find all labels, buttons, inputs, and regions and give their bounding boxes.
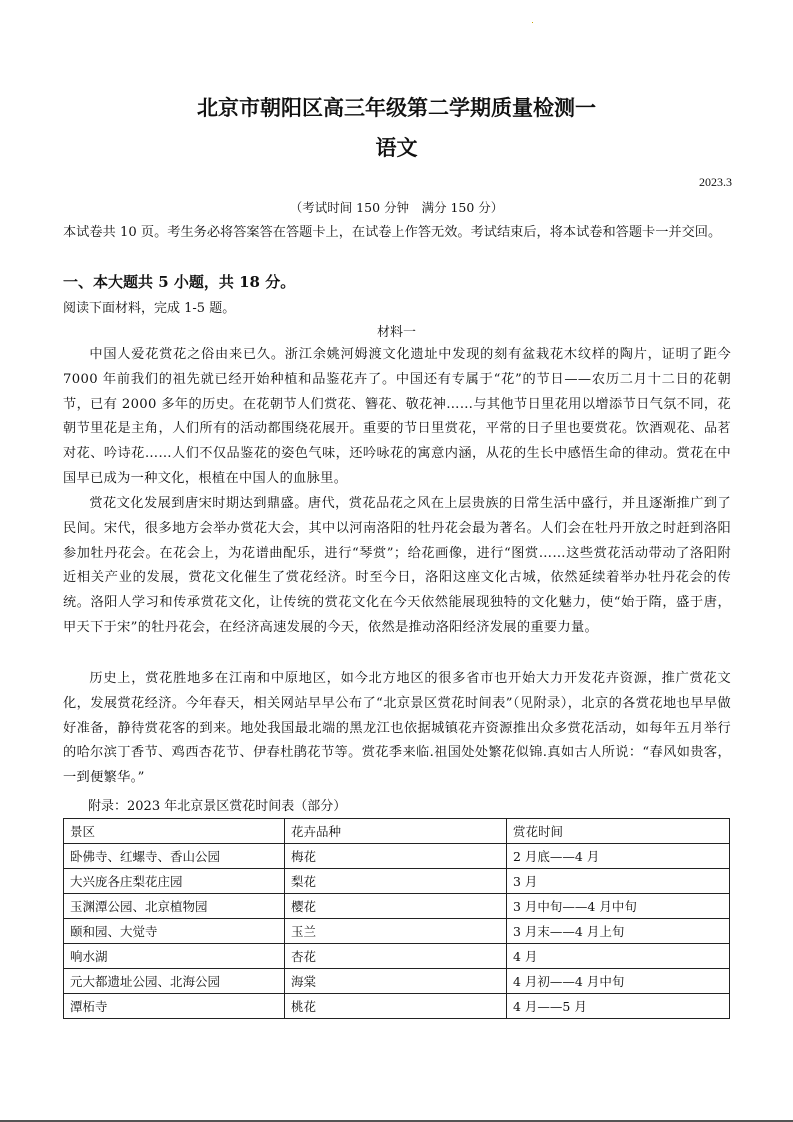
cell-viewing-time: 3 月末——4 月上旬 (507, 919, 730, 944)
exam-time-info: （考试时间 150 分钟 满分 150 分） (289, 200, 504, 215)
header-cell-flower-variety: 花卉品种 (285, 819, 507, 844)
cell-viewing-time: 4 月——5 月 (507, 994, 730, 1019)
cell-flower-variety: 梨花 (285, 869, 507, 894)
exam-subject: 语文 (375, 135, 418, 160)
cell-flower-variety: 樱花 (285, 894, 507, 919)
paragraph: 赏花文化发展到唐宋时期达到鼎盛。唐代，赏花品花之风在上层贵族的日常生活中盛行，并且逐渐推广到了民间。宋代，很多地方会举办赏花大会，其中以河南洛阳的牡丹花会最为著名。人们会在牡丹开放之时赶到洛阳参加牡丹花会。在花会上，为花谱曲配乐，进行“琴赏”；给花画像，进行“图赏……这些赏花活动带动了洛阳附近相关产业的发展，赏花文化催生了赏花经济。时至今日，洛阳这座文化古城，依然延续着举办牡丹花会的传统。洛阳人学习和传承赏花文化，让传统的赏花文化在今天依然能展现独特的文化魅力，使“始于隋，盛于唐，甲天下于宋”的牡丹花会，在经济高速发展的今天，依然是推动洛阳经济发展的重要力量。 (63, 496, 731, 635)
cell-viewing-time: 3 月中旬——4 月中旬 (507, 894, 730, 919)
material-title: 材料一 (376, 325, 416, 340)
section-heading: 一、本大题共 5 小题，共 18 分。 (63, 273, 296, 291)
table-header-row (64, 819, 730, 844)
cell-scenic-area: 卧佛寺、红螺寺、香山公园 (64, 844, 285, 869)
table-row (64, 944, 730, 969)
cell-scenic-area: 颐和园、大觉寺 (64, 919, 285, 944)
cell-flower-variety: 玉兰 (285, 919, 507, 944)
table-row (64, 869, 730, 894)
cell-viewing-time: 2 月底——4 月 (507, 844, 730, 869)
cell-flower-variety: 海棠 (285, 969, 507, 994)
table-row (64, 919, 730, 944)
cell-viewing-time: 3 月 (507, 869, 730, 894)
cell-flower-variety: 桃花 (285, 994, 507, 1019)
table-row (64, 894, 730, 919)
header-cell-scenic-area: 景区 (64, 819, 285, 844)
exam-title: 北京市朝阳区高三年级第二学期质量检测一 (197, 95, 596, 120)
table-row (64, 994, 730, 1019)
cell-scenic-area: 元大都遗址公园、北海公园 (64, 969, 285, 994)
exam-date: 2023.3 (699, 175, 732, 189)
cell-scenic-area: 玉渊潭公园、北京植物园 (64, 894, 285, 919)
header-cell-viewing-time: 赏花时间 (507, 819, 730, 844)
cell-scenic-area: 潭柘寺 (64, 994, 285, 1019)
cell-viewing-time: 4 月 (507, 944, 730, 969)
paragraph: 历史上，赏花胜地多在江南和中原地区，如今北方地区的很多省市也开始大力开发花卉资源，推广赏花文化，发展赏花经济。今年春天，相关网站早早公布了“北京景区赏花时间表”（见附录），北京的各赏花地也早早做好准备，静待赏花客的到来。地处我国最北端的黑龙江也依据城镇花卉资源推出众多赏花活动，如每年五月举行的哈尔滨丁香节、鸡西杏花节、伊春杜鹃花节等。赏花季来临.祖国处处繁花似锦.真如古人所说：“春风如贵客，一到便繁华。” (63, 671, 731, 786)
flower-schedule-table (63, 818, 730, 1019)
paragraph: 中国人爱花赏花之俗由来已久。浙江余姚河姆渡文化遗址中发现的刻有盆栽花木纹样的陶片，证明了距今 7000 年前我们的祖先就已经开始种植和品鉴花卉了。中国还有专属于“花”的节日——农历二月十二日的花朝节，已有 2000 多年的历史。在花朝节人们赏花、簪花、敬花神……与其他节日里花用以增添节日气氛不同，花朝节里花是主角，人们所有的活动都围绕花展开。重要的节日里赏花，平常的日子里也要赏花。饮酒观花、品茗对花、吟诗花……人们不仅品鉴花的姿色气味，还吟咏花的寓意内涵，从花的生长中感悟生命的律动。赏花在中国早已成为一种文化，根植在中国人的血脉里。 (63, 347, 731, 486)
cell-flower-variety: 梅花 (285, 844, 507, 869)
scan-speck (532, 22, 533, 23)
cell-flower-variety: 杏花 (285, 944, 507, 969)
cell-scenic-area: 大兴庞各庄梨花庄园 (64, 869, 285, 894)
table-row (64, 969, 730, 994)
appendix-caption: 附录：2023 年北京景区赏花时间表（部分） (88, 799, 347, 814)
exam-instructions: 本试卷共 10 页。考生务必将答案答在答题卡上，在试卷上作答无效。考试结束后，将本试卷和答题卡一并交回。 (63, 225, 722, 240)
cell-viewing-time: 4 月初——4 月中旬 (507, 969, 730, 994)
cell-scenic-area: 响水湖 (64, 944, 285, 969)
table-row (64, 844, 730, 869)
reading-instruction: 阅读下面材料，完成 1-5 题。 (63, 301, 236, 316)
